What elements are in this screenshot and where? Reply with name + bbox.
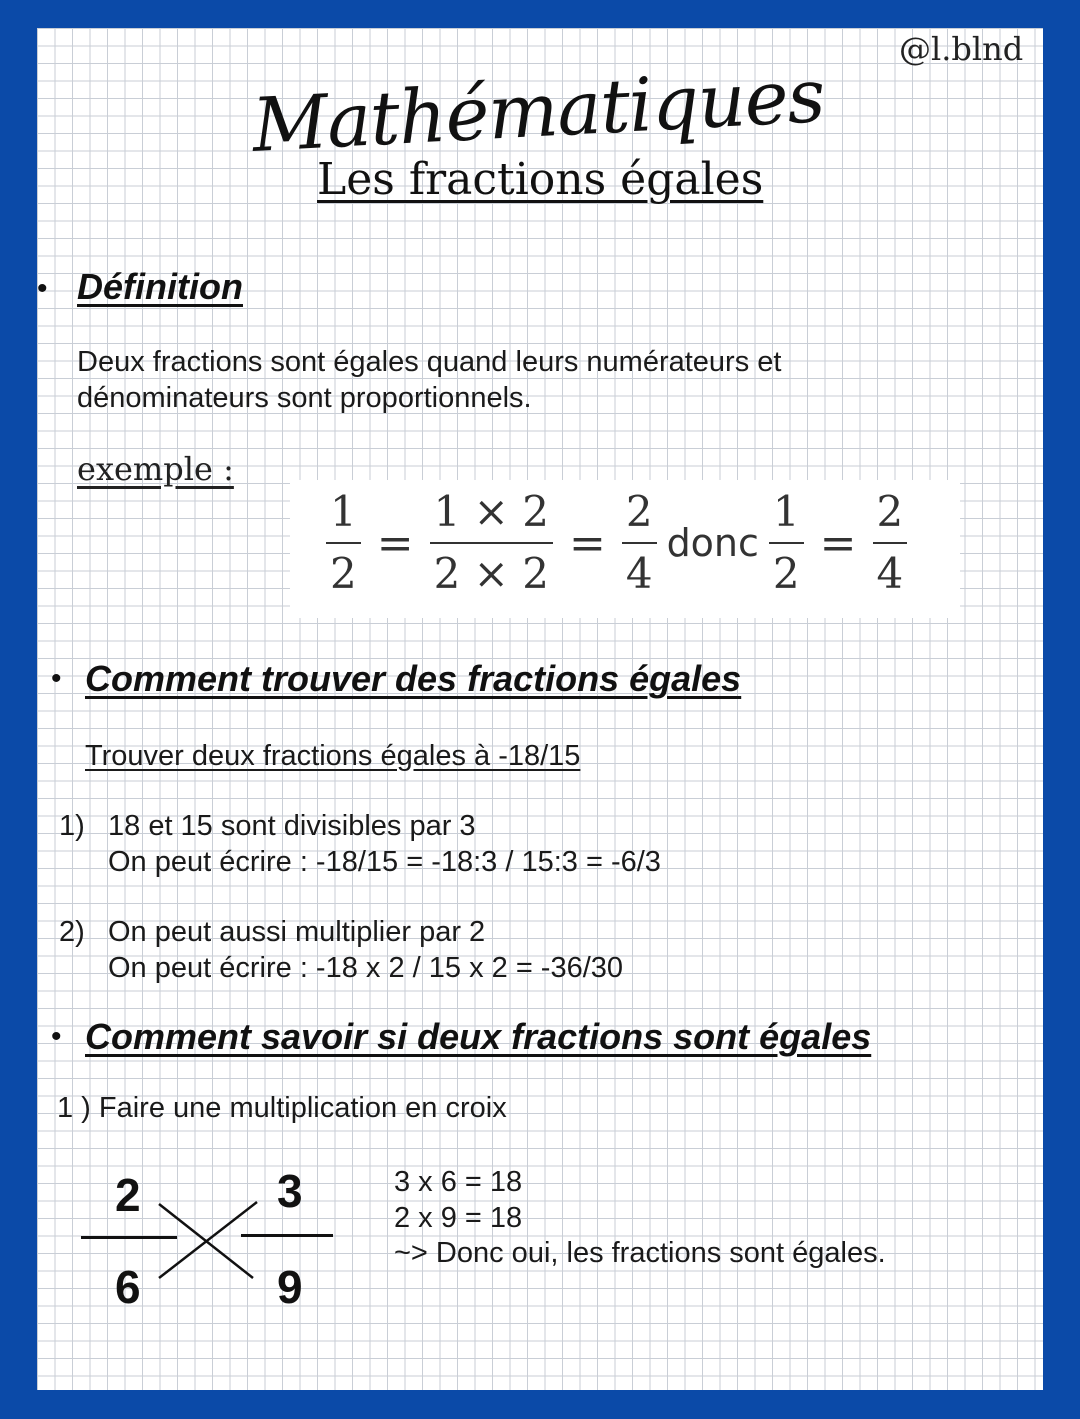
definition-text-line-1: Deux fractions sont égales quand leurs numérateurs et xyxy=(77,346,782,378)
fraction-product: $\frac{1 \times 2}{2 \times 2}$ xyxy=(430,488,553,598)
bullet: • xyxy=(51,662,62,695)
fraction-a-denominator: 6 xyxy=(115,1261,141,1313)
step-2-line-2: On peut écrire : -18 x 2 / 15 x 2 = -36/30 xyxy=(108,952,624,984)
step-1-line-1: 18 et 15 sont divisibles par 3 xyxy=(108,810,476,842)
cross-multiplication-step: 1 ) Faire une multiplication en croix xyxy=(57,1092,507,1124)
result-conclusion: ~> Donc oui, les fractions sont égales. xyxy=(394,1237,886,1269)
example-equation-box xyxy=(290,480,960,618)
fraction-1-2: $\frac{1}{2}$ xyxy=(326,488,361,598)
equals-sign: = xyxy=(568,517,606,569)
result-line-1: 3 x 6 = 18 xyxy=(394,1166,523,1198)
find-equal-fractions-heading: Comment trouver des fractions égales xyxy=(85,658,742,699)
equals-sign: = xyxy=(376,517,414,569)
page-subtitle: Les fractions égales xyxy=(317,154,764,205)
cross-arrows xyxy=(77,1160,337,1320)
step-2-number: 2) xyxy=(59,916,85,948)
equals-sign: = xyxy=(819,517,857,569)
example-equation xyxy=(326,488,907,598)
bullet: • xyxy=(37,272,48,305)
result-line-2: 2 x 9 = 18 xyxy=(394,1202,523,1234)
author-handle: @l.blnd xyxy=(899,30,1024,68)
step-1-line-2: On peut écrire : -18/15 = -18:3 / 15:3 = -6/3 xyxy=(108,846,661,878)
fraction-2-4-b: $\frac{2}{4}$ xyxy=(873,488,908,598)
page-title: Mathématiques xyxy=(250,53,827,169)
fraction-b-numerator: 3 xyxy=(277,1165,303,1217)
definition-heading: Définition xyxy=(77,266,243,307)
task-line: Trouver deux fractions égales à -18/15 xyxy=(85,740,581,772)
bullet: • xyxy=(51,1020,62,1053)
fraction-b-denominator: 9 xyxy=(277,1261,303,1313)
check-equal-fractions-heading: Comment savoir si deux fractions sont égales xyxy=(85,1016,872,1057)
fraction-a-numerator: 2 xyxy=(115,1169,141,1221)
fraction-2-4: $\frac{2}{4}$ xyxy=(622,488,657,598)
step-1-number: 1) xyxy=(59,810,85,842)
step-2-line-1: On peut aussi multiplier par 2 xyxy=(108,916,486,948)
donc-word: donc xyxy=(666,521,759,565)
grid-paper-sheet xyxy=(37,28,1043,1390)
fraction-1-2-b: $\frac{1}{2}$ xyxy=(769,488,804,598)
example-label: exemple : xyxy=(77,450,234,488)
cross-multiplication-diagram xyxy=(77,1160,337,1320)
definition-text-line-2: dénominateurs sont proportionnels. xyxy=(77,382,532,414)
